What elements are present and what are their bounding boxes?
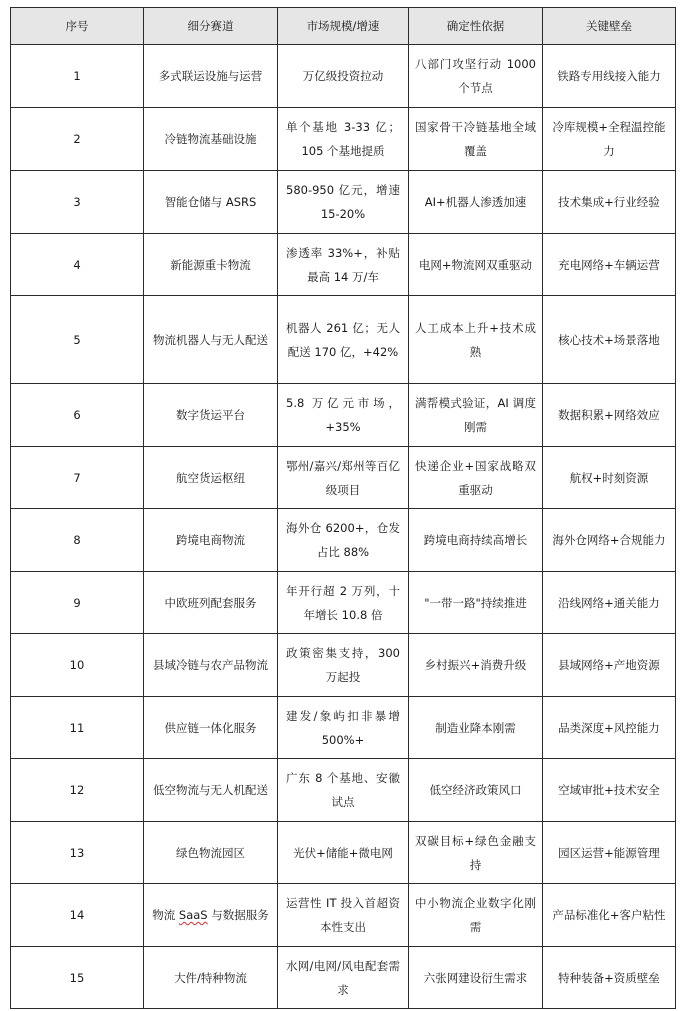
- cell-barrier: 县域网络+产地资源: [543, 634, 676, 697]
- cell-no: 2: [11, 108, 144, 171]
- cell-no: 9: [11, 572, 144, 634]
- track-text-pre: 物流: [152, 908, 179, 922]
- track-text-post: 与数据服务: [207, 908, 269, 922]
- cell-market: 广东 8 个基地、安徽试点: [278, 759, 409, 822]
- cell-barrier: 核心技术+场景落地: [543, 296, 676, 384]
- table-row: [11, 447, 676, 509]
- table-row: [11, 108, 676, 171]
- table-row: [11, 384, 676, 447]
- cell-no: 13: [11, 822, 144, 884]
- cell-market: 单个基地 3-33 亿；105 个基地提质: [278, 108, 409, 171]
- cell-basis: 电网+物流网双重驱动: [409, 234, 543, 296]
- cell-track: 绿色物流园区: [144, 822, 278, 884]
- cell-no: 10: [11, 634, 144, 697]
- cell-basis: AI+机器人渗透加速: [409, 171, 543, 234]
- cell-barrier: 海外仓网络+合规能力: [543, 509, 676, 572]
- cell-market: 5.8 万亿元市场，+35%: [278, 384, 409, 447]
- cell-market: 海外仓 6200+，仓发占比 88%: [278, 509, 409, 572]
- header-track: 细分赛道: [144, 8, 278, 45]
- cell-no: 6: [11, 384, 144, 447]
- cell-track: [144, 884, 278, 947]
- cell-basis: 低空经济政策风口: [409, 759, 543, 822]
- cell-basis: 六张网建设衍生需求: [409, 947, 543, 1009]
- logistics-track-table: [10, 7, 676, 1009]
- table-header-row: [11, 8, 676, 45]
- cell-barrier: 技术集成+行业经验: [543, 171, 676, 234]
- cell-market: 政策密集支持，300 万起投: [278, 634, 409, 697]
- cell-barrier: 特种装备+资质壁垒: [543, 947, 676, 1009]
- cell-no: 5: [11, 296, 144, 384]
- cell-no: 7: [11, 447, 144, 509]
- cell-basis: 乡村振兴+消费升级: [409, 634, 543, 697]
- table-row: [11, 697, 676, 759]
- cell-track: 县域冷链与农产品物流: [144, 634, 278, 697]
- cell-track: 新能源重卡物流: [144, 234, 278, 296]
- cell-track: 航空货运枢纽: [144, 447, 278, 509]
- cell-market: 水网/电网/风电配套需求: [278, 947, 409, 1009]
- header-basis: 确定性依据: [409, 8, 543, 45]
- cell-barrier: 品类深度+风控能力: [543, 697, 676, 759]
- table-row: [11, 296, 676, 384]
- cell-market: 渗透率 33%+，补贴最高 14 万/车: [278, 234, 409, 296]
- track-text-saas: SaaS: [178, 908, 208, 922]
- cell-barrier: 航权+时刻资源: [543, 447, 676, 509]
- cell-basis: 八部门攻坚行动 1000 个节点: [409, 45, 543, 108]
- cell-barrier: 充电网络+车辆运营: [543, 234, 676, 296]
- cell-barrier: 沿线网络+通关能力: [543, 572, 676, 634]
- cell-basis: 制造业降本刚需: [409, 697, 543, 759]
- header-barrier: 关键壁垒: [543, 8, 676, 45]
- cell-barrier: 产品标准化+客户粘性: [543, 884, 676, 947]
- cell-basis: 双碳目标+绿色金融支持: [409, 822, 543, 884]
- cell-barrier: 数据积累+网络效应: [543, 384, 676, 447]
- cell-track: 多式联运设施与运营: [144, 45, 278, 108]
- header-no: 序号: [11, 8, 144, 45]
- cell-market: 建发/象屿扣非暴增 500%+: [278, 697, 409, 759]
- cell-track: 智能仓储与 ASRS: [144, 171, 278, 234]
- cell-no: 8: [11, 509, 144, 572]
- table-row: [11, 171, 676, 234]
- cell-track: 数字货运平台: [144, 384, 278, 447]
- table-row: [11, 822, 676, 884]
- table-row: [11, 947, 676, 1009]
- cell-basis: 人工成本上升+技术成熟: [409, 296, 543, 384]
- cell-no: 3: [11, 171, 144, 234]
- cell-track: 大件/特种物流: [144, 947, 278, 1009]
- cell-no: 1: [11, 45, 144, 108]
- cell-barrier: 冷库规模+全程温控能力: [543, 108, 676, 171]
- cell-basis: 国家骨干冷链基地全域覆盖: [409, 108, 543, 171]
- cell-barrier: 空域审批+技术安全: [543, 759, 676, 822]
- cell-market: 580-950 亿元，增速 15-20%: [278, 171, 409, 234]
- cell-track: 物流机器人与无人配送: [144, 296, 278, 384]
- table-row: [11, 572, 676, 634]
- cell-basis: 快递企业+国家战略双重驱动: [409, 447, 543, 509]
- table-row: [11, 634, 676, 697]
- cell-basis: 跨境电商持续高增长: [409, 509, 543, 572]
- table-row: [11, 234, 676, 296]
- cell-track: 跨境电商物流: [144, 509, 278, 572]
- cell-basis: "一带一路"持续推进: [409, 572, 543, 634]
- cell-market: 运营性 IT 投入首超资本性支出: [278, 884, 409, 947]
- cell-track: 供应链一体化服务: [144, 697, 278, 759]
- cell-barrier: 园区运营+能源管理: [543, 822, 676, 884]
- table-row: [11, 45, 676, 108]
- cell-no: 12: [11, 759, 144, 822]
- cell-market: 机器人 261 亿；无人配送 170 亿，+42%: [278, 296, 409, 384]
- table-row: [11, 509, 676, 572]
- cell-track: 中欧班列配套服务: [144, 572, 278, 634]
- header-market: 市场规模/增速: [278, 8, 409, 45]
- cell-no: 11: [11, 697, 144, 759]
- cell-market: 鄂州/嘉兴/郑州等百亿级项目: [278, 447, 409, 509]
- cell-barrier: 铁路专用线接入能力: [543, 45, 676, 108]
- cell-basis: 中小物流企业数字化刚需: [409, 884, 543, 947]
- cell-no: 14: [11, 884, 144, 947]
- cell-market: 年开行超 2 万列，十年增长 10.8 倍: [278, 572, 409, 634]
- cell-market: 光伏+储能+微电网: [278, 822, 409, 884]
- cell-basis: 满帮模式验证，AI 调度刚需: [409, 384, 543, 447]
- cell-track: 低空物流与无人机配送: [144, 759, 278, 822]
- table-row: [11, 759, 676, 822]
- cell-track: 冷链物流基础设施: [144, 108, 278, 171]
- cell-no: 15: [11, 947, 144, 1009]
- cell-no: 4: [11, 234, 144, 296]
- cell-market: 万亿级投资拉动: [278, 45, 409, 108]
- table-row: [11, 884, 676, 947]
